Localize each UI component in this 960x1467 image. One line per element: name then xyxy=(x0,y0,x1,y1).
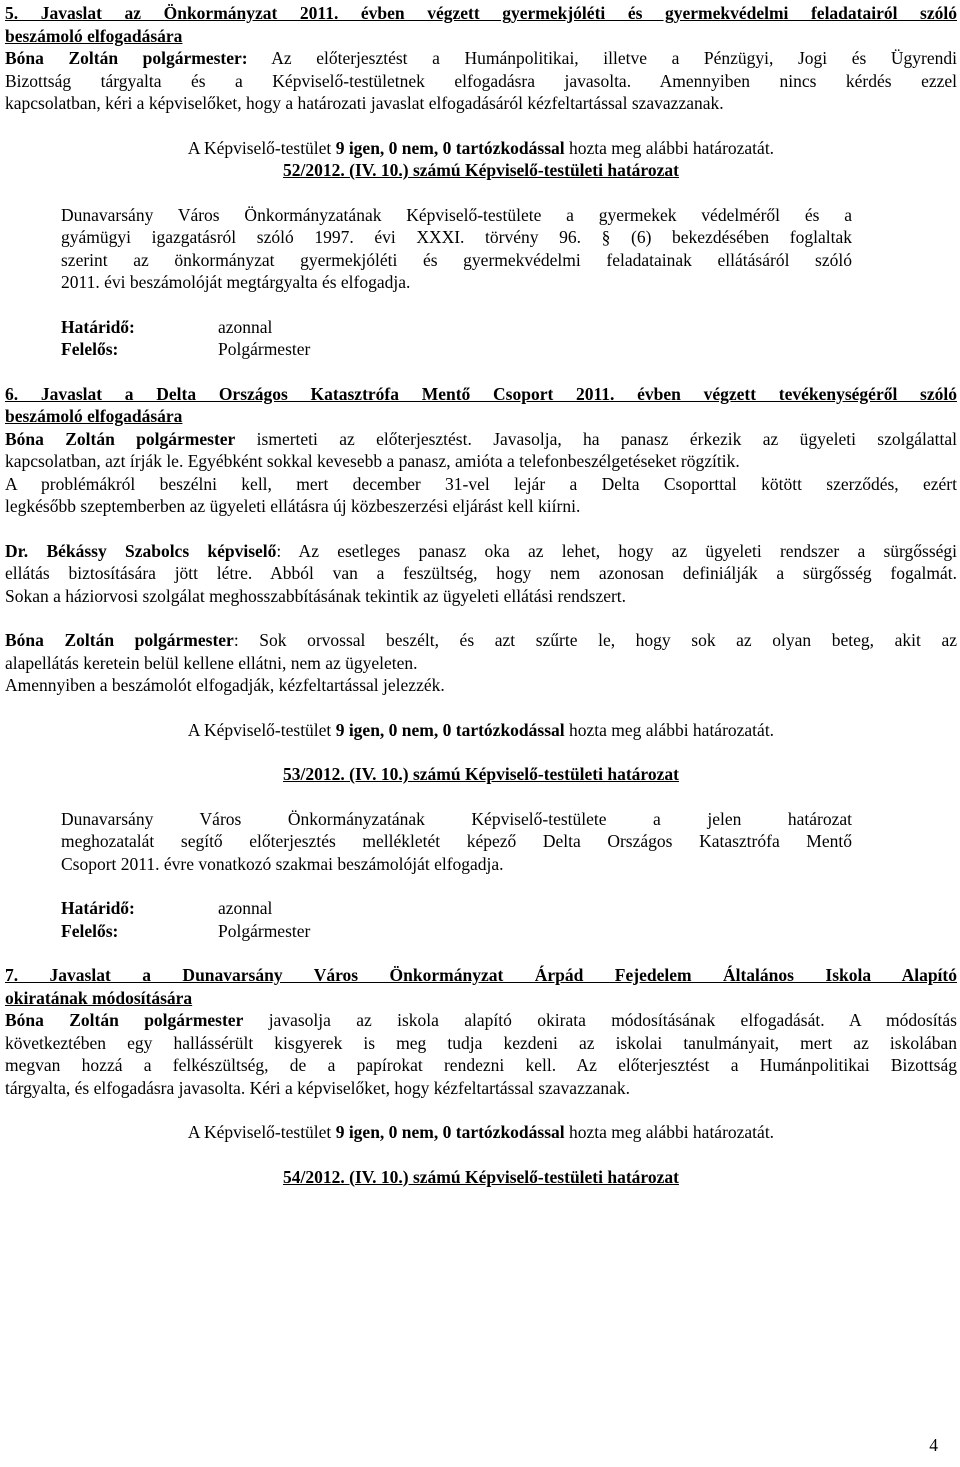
deadline-value: azonnal xyxy=(218,316,273,337)
resolution-title: 53/2012. (IV. 10.) számú Képviselő-testületi határozat xyxy=(283,764,679,784)
paragraph-line: tárgyalta, és elfogadásra javasolta. Kéri a képviselőket, hogy kézfeltartással szavazzanak. xyxy=(5,1077,631,1098)
responsible-value: Polgármester xyxy=(218,920,311,941)
resolution-body xyxy=(5,808,957,876)
resolution-line: Dunavarsány Város Önkormányzatának Képviselő-testülete a gyermekek védelméről és a xyxy=(61,204,852,225)
section-6-heading: 6. Javaslat a Delta Országos Katasztrófa Mentő Csoport 2011. évben végzett tevékenységéről szóló xyxy=(5,383,957,404)
resolution-title: 52/2012. (IV. 10.) számú Képviselő-testületi határozat xyxy=(283,160,679,180)
document-page xyxy=(5,2,957,1188)
speaker-name: Békássy Szabolcs képviselő xyxy=(46,540,277,561)
responsible-row xyxy=(5,338,957,361)
paragraph-line xyxy=(5,629,957,652)
deadline-row xyxy=(5,316,957,339)
vote-text: hozta meg alábbi határozatát. xyxy=(564,137,775,158)
vote-count: 9 igen, 0 nem, 0 tartózkodással xyxy=(335,137,565,158)
paragraph-line xyxy=(5,428,957,451)
paragraph-line: Amennyiben a beszámolót elfogadják, kézfeltartással jelezzék. xyxy=(5,675,445,695)
section-6-heading-cont: beszámoló elfogadására xyxy=(5,406,183,426)
deadline-label: Határidő: xyxy=(61,316,135,337)
speaker-name: Bóna Zoltán polgármester xyxy=(5,630,234,650)
vote-result xyxy=(5,719,957,742)
section-6 xyxy=(5,383,957,943)
responsible-label: Felelős: xyxy=(61,339,119,359)
section-5-heading: 5. Javaslat az Önkormányzat 2011. évben végzett gyermekjóléti és gyermekvédelmi feladatairól szóló xyxy=(5,3,957,23)
section-5-intro xyxy=(5,47,957,70)
page-number: 4 xyxy=(929,1435,938,1455)
vote-count: 9 igen, 0 nem, 0 tartózkodással xyxy=(335,719,565,740)
paragraph-line: kapcsolatban, kéri a képviselőket, hogy a határozati javaslat elfogadásáról kézfeltartással szavazzanak. xyxy=(5,93,724,113)
responsible-label: Felelős: xyxy=(61,920,119,941)
speaker-name: Bóna Zoltán polgármester xyxy=(5,1010,244,1030)
paragraph-line: A problémákról beszélni kell, mert december 31-vel lejár a Delta Csoporttal kötött szerződés, ezért xyxy=(5,473,957,494)
deadline-value: azonnal xyxy=(218,898,273,918)
vote-text: A Képviselő-testület xyxy=(187,1122,336,1142)
section-7-heading-cont: okiratának módosítására xyxy=(5,987,193,1008)
vote-result xyxy=(5,1121,957,1144)
paragraph-line: megvan hozzá a felkészültség, de a papírokat rendezni kell. Az előterjesztést a Humánpolitikai Bizottság xyxy=(5,1055,957,1075)
resolution-line: szerint az önkormányzat gyermekjóléti és gyermekvédelmi feladatainak ellátásáról szóló xyxy=(61,249,852,270)
paragraph-line: alapellátás keretein belül kellene ellátni, nem az ügyeleten. xyxy=(5,652,418,673)
resolution-line: 2011. évi beszámolóját megtárgyalta és elfogadja. xyxy=(61,272,411,292)
vote-text: A Képviselő-testület xyxy=(187,719,336,740)
vote-count: 9 igen, 0 nem, 0 tartózkodással xyxy=(335,1122,565,1142)
paragraph-text: Az előterjesztést a Humánpolitikai, illetve a Pénzügyi, Jogi és Ügyrendi xyxy=(247,48,957,68)
resolution-line: Dunavarsány Város Önkormányzatának Képviselő-testülete a jelen határozat xyxy=(61,808,852,829)
paragraph-line: kapcsolatban, azt írják le. Egyébként sokkal kevesebb a panasz, amióta a telefonbeszélgetéseket rögzítik. xyxy=(5,451,740,471)
paragraph-text: javasolja az iskola alapító okirata módosításának elfogadását. A módosítás xyxy=(243,1010,957,1030)
paragraph-line: ellátás biztosítására jött létre. Abból van a feszültség, hogy nem azonosan definiálják a sürgősség fogalmát. xyxy=(5,563,957,583)
paragraph-line: legkésőbb szeptemberben az ügyeleti ellátásra új közbeszerzési eljárást kell kiírni. xyxy=(5,496,581,516)
deadline-label: Határidő: xyxy=(61,898,135,918)
responsible-row xyxy=(5,920,957,943)
resolution-body xyxy=(5,204,957,294)
vote-result xyxy=(5,137,957,160)
paragraph-line: következtében egy hallássérült kisgyerek is meg tudja kezdeni az iskolai tanulmányait, mert az iskolában xyxy=(5,1032,957,1053)
vote-text: hozta meg alábbi határozatát. xyxy=(564,719,775,740)
section-7 xyxy=(5,964,957,1188)
paragraph-text: : Sok orvossal beszélt, és azt szűrte le, hogy sok az olyan beteg, akit az xyxy=(233,630,957,650)
speaker-name: Bóna Zoltán polgármester xyxy=(5,428,236,449)
paragraph-line: Bizottság tárgyalta és a Képviselő-testületnek elfogadásra javasolta. Amennyiben nincs kérdés ezzel xyxy=(5,70,957,91)
responsible-value: Polgármester xyxy=(218,339,311,359)
paragraph-text: : Az esetleges panasz oka az lehet, hogy az ügyeleti rendszer a sürgősségi xyxy=(276,540,958,561)
paragraph-text: ismerteti az előterjesztést. Javasolja, ha panasz érkezik az ügyeleti szolgálattal xyxy=(235,428,957,449)
vote-text: hozta meg alábbi határozatát. xyxy=(564,1122,775,1142)
deadline-row xyxy=(5,897,957,920)
resolution-title: 54/2012. (IV. 10.) számú Képviselő-testületi határozat xyxy=(283,1166,679,1187)
resolution-line: Csoport 2011. évre vonatkozó szakmai beszámolóját elfogadja. xyxy=(61,853,504,874)
section-5 xyxy=(5,2,957,361)
speaker-name: Bóna Zoltán polgármester: xyxy=(5,48,248,68)
paragraph-line xyxy=(5,540,957,563)
resolution-line: meghozatalát segítő előterjesztés mellékletét képező Delta Országos Katasztrófa Mentő xyxy=(61,831,852,851)
paragraph-line xyxy=(5,1009,957,1032)
speaker-title: Dr. xyxy=(5,540,29,561)
section-5-heading-cont: beszámoló elfogadására xyxy=(5,25,183,46)
section-7-heading: 7. Javaslat a Dunavarsány Város Önkormányzat Árpád Fejedelem Általános Iskola Alapító xyxy=(5,965,957,985)
paragraph-line: Sokan a háziorvosi szolgálat meghosszabbításának tekintik az ügyeleti ellátási rendszert. xyxy=(5,585,627,606)
vote-text: A Képviselő-testület xyxy=(187,137,336,158)
resolution-line: gyámügyi igazgatásról szóló 1997. évi XXXI. törvény 96. § (6) bekezdésében foglaltak xyxy=(61,227,852,247)
